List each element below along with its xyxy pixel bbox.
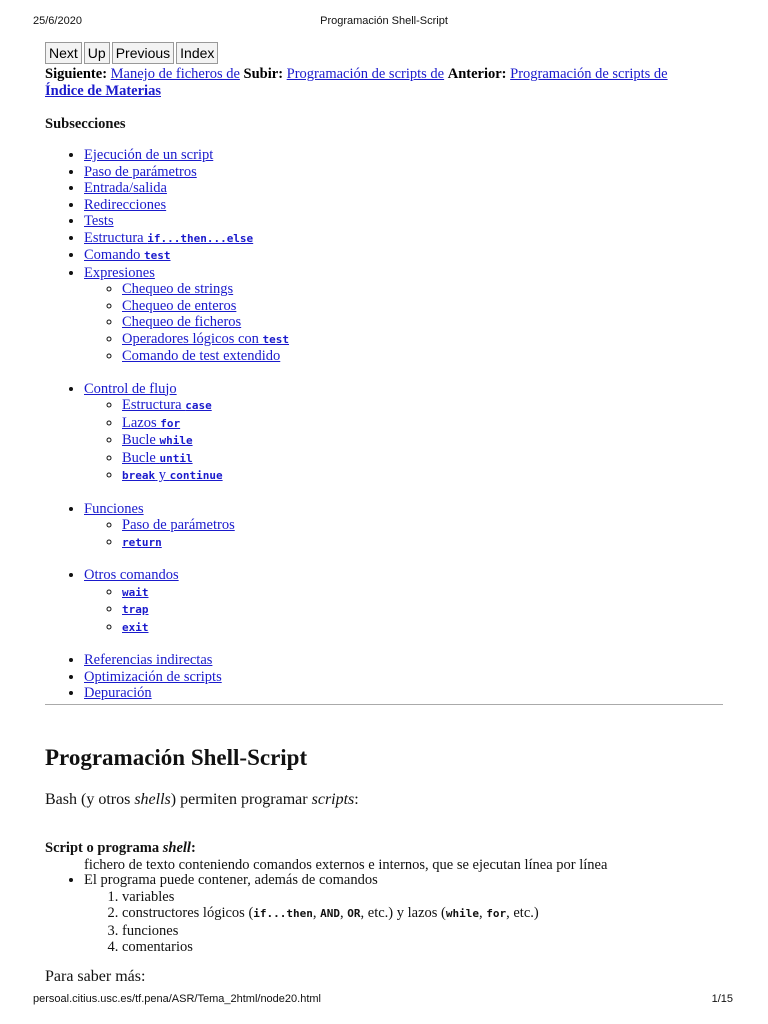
definition-term: Script o programa shell:	[45, 839, 196, 856]
up-label: Subir:	[243, 66, 284, 82]
toc-link-comando-test[interactable]: Comando test	[84, 247, 171, 263]
toc-item	[84, 381, 289, 485]
toc-link-redirecciones[interactable]: Redirecciones	[84, 196, 167, 213]
toc-link-expresiones[interactable]: Expresiones	[84, 264, 155, 281]
print-title: Programación Shell-Script	[320, 15, 448, 27]
next-link[interactable]: Manejo de ficheros de	[110, 66, 240, 82]
toc-subitem	[122, 450, 289, 468]
list-item: 4. comentarios	[122, 939, 539, 956]
ordered-list	[84, 889, 539, 956]
previous-link[interactable]: Programación de scripts de	[510, 66, 668, 82]
toc-item	[84, 652, 289, 669]
toc-subitem	[122, 298, 289, 315]
toc-link-func-paso[interactable]: Paso de parámetros	[122, 517, 235, 533]
toc-link-depuracion[interactable]: Depuración	[84, 685, 152, 701]
list-item: 2. constructores lógicos (if...then, AND, OR, etc.) y lazos (while, for, etc.)	[122, 905, 539, 923]
definition-description: fichero de texto conteniendo comandos externos e internos, que se ejecutan línea por línea	[84, 856, 608, 873]
toc-subitem	[122, 534, 289, 552]
toc-link-comando-extendido[interactable]: Comando de test extendido	[122, 348, 281, 364]
toc-item	[84, 669, 289, 686]
toc-link-optimizacion[interactable]: Optimización de scripts	[84, 668, 222, 685]
toc-link-bucle-while[interactable]: Bucle while	[122, 432, 193, 448]
toc-link-entrada[interactable]: Entrada/salida	[84, 180, 167, 196]
next-label: Siguiente:	[45, 66, 108, 82]
toc-sublist	[84, 584, 289, 637]
toc-item	[84, 230, 289, 248]
toc-item	[84, 567, 289, 636]
toc-item	[84, 164, 289, 181]
toc-link-chequeo-ficheros[interactable]: Chequeo de ficheros	[122, 314, 242, 330]
index-link[interactable]: Índice de Materias	[45, 83, 161, 99]
print-url: persoal.citius.usc.es/tf.pena/ASR/Tema_2html/node20.html	[33, 993, 321, 1005]
toc-link-otros[interactable]: Otros comandos	[84, 567, 179, 583]
toc-subitem	[122, 348, 289, 365]
list-item: 1. variables	[122, 889, 539, 906]
toc-subitem	[122, 584, 289, 602]
features-list	[45, 872, 539, 956]
previous-label: Anterior:	[447, 66, 507, 82]
toc-item	[84, 501, 289, 552]
toc-subitem	[122, 415, 289, 433]
toc-link-funciones[interactable]: Funciones	[84, 500, 144, 517]
toc-link-exit[interactable]: exit	[122, 620, 149, 634]
toc-sublist	[84, 397, 289, 485]
next-button[interactable]: Next	[45, 42, 82, 64]
toc-link-bucle-until[interactable]: Bucle until	[122, 449, 193, 466]
up-button[interactable]: Up	[84, 42, 110, 64]
toc-link-estructura-if[interactable]: Estructura if...then...else	[84, 229, 254, 246]
toc-item	[84, 197, 289, 214]
toc-link-chequeo-enteros[interactable]: Chequeo de enteros	[122, 297, 237, 314]
toc-link-tests[interactable]: Tests	[84, 213, 114, 229]
nav-bar	[45, 42, 218, 64]
breadcrumb	[45, 66, 735, 100]
list-item: 3. funciones	[122, 923, 539, 940]
toc-subitem	[122, 397, 289, 415]
list-item: • El programa puede contener, además de comandos 1. variables 2. constructores lógicos (if...then, AND, OR, etc.) y lazos (while, for, etc.) 3. funciones 4. comentarios	[84, 872, 539, 956]
index-button[interactable]: Index	[176, 42, 218, 64]
page-number: 1/15	[711, 993, 733, 1005]
print-date: 25/6/2020	[33, 15, 82, 27]
up-link[interactable]: Programación de scripts de	[286, 66, 445, 82]
toc-link-paso[interactable]: Paso de parámetros	[84, 163, 197, 180]
toc-item	[84, 180, 289, 197]
toc-link-control-flujo[interactable]: Control de flujo	[84, 380, 177, 397]
toc-link-operadores[interactable]: Operadores lógicos con test	[122, 330, 290, 347]
toc-link-return[interactable]: return	[122, 535, 162, 549]
toc-sublist	[84, 281, 289, 365]
toc-item	[84, 147, 289, 164]
toc-link-wait[interactable]: wait	[122, 585, 149, 599]
toc-item	[84, 265, 289, 365]
toc-subitem	[122, 331, 289, 349]
toc-link-chequeo-strings[interactable]: Chequeo de strings	[122, 281, 234, 297]
subsections-heading: Subsecciones	[45, 116, 126, 132]
page-title: Programación Shell-Script	[45, 745, 308, 770]
toc-subitem	[122, 517, 289, 534]
toc-item	[84, 213, 289, 230]
toc-link-ejecucion[interactable]: Ejecución de un script	[84, 147, 214, 163]
toc-subitem	[122, 601, 289, 619]
toc-subitem	[122, 619, 289, 637]
toc-link-trap[interactable]: trap	[122, 603, 149, 616]
intro-paragraph: Bash (y otros shells) permiten programar scripts:	[45, 791, 359, 808]
more-info-text: Para saber más:	[45, 968, 146, 985]
toc-subitem	[122, 432, 289, 450]
divider	[45, 704, 723, 705]
toc-subitem	[122, 314, 289, 331]
toc-subitem	[122, 467, 289, 485]
toc-item	[84, 247, 289, 265]
toc-sublist	[84, 517, 289, 551]
toc-subitem	[122, 281, 289, 298]
previous-button[interactable]: Previous	[112, 42, 174, 64]
definition-list	[45, 840, 735, 874]
table-of-contents	[45, 147, 289, 702]
toc-link-estructura-case[interactable]: Estructura case	[122, 397, 212, 413]
toc-item	[84, 685, 289, 702]
toc-link-break-continue[interactable]: break y continue	[122, 467, 223, 483]
toc-link-referencias[interactable]: Referencias indirectas	[84, 652, 213, 668]
toc-link-lazos-for[interactable]: Lazos for	[122, 414, 181, 431]
